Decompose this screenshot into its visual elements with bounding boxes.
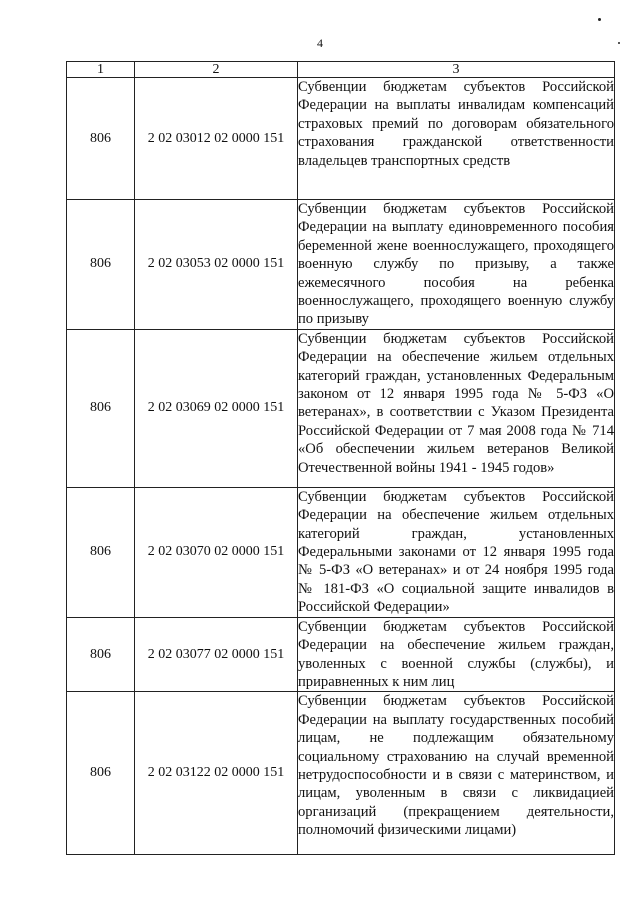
page-number: 4: [317, 36, 323, 50]
budget-classification-code-cell: 2 02 03053 02 0000 151: [135, 200, 298, 330]
description-cell: Субвенции бюджетам субъектов Российской Федерации на обеспечение жильем отдельных категорий граждан, установленных Федеральными законами от 12 января 1995 года № 5-ФЗ «О ветеранах» и от 24 ноября 1995 года № 181-ФЗ «О социальной защите инвалидов в Российской Федерации»: [298, 488, 614, 616]
table-row: [67, 617, 615, 692]
admin-code-cell: 806: [67, 329, 135, 487]
admin-code-cell: 806: [67, 617, 135, 692]
description-cell: Субвенции бюджетам субъектов Российской Федерации на выплаты инвалидам компенсаций страховых премий по договорам обязательного страхования гражданской ответственности владельцев транспортных средств: [298, 78, 615, 200]
budget-classification-code-cell: 2 02 03077 02 0000 151: [135, 617, 298, 692]
budget-classification-code-cell: 2 02 03122 02 0000 151: [135, 692, 298, 855]
budget-revenue-table: [66, 61, 615, 855]
budget-classification-code-cell: 2 02 03012 02 0000 151: [135, 78, 298, 200]
budget-classification-code-cell: 2 02 03069 02 0000 151: [135, 329, 298, 487]
column-header-3: 3: [298, 62, 615, 78]
description-cell: Субвенции бюджетам субъектов Российской Федерации на выплату единовременного пособия беременной жене военнослужащего, проходящего военную службу по призыву, а также ежемесячного пособия на ребенка военнослужащего, проходящего военную службу по призыву: [298, 201, 614, 328]
scan-speck: [618, 42, 620, 44]
table-row: [67, 200, 615, 330]
admin-code-cell: 806: [67, 200, 135, 330]
table-row: [67, 692, 615, 855]
table-row: [67, 329, 615, 487]
column-header-1: 1: [67, 62, 135, 78]
description-cell: Субвенции бюджетам субъектов Российской Федерации на обеспечение жильем граждан, уволенных с военной службы (службы), и приравненных к ним лиц: [298, 618, 614, 690]
table-row: [67, 487, 615, 617]
admin-code-cell: 806: [67, 692, 135, 855]
scan-speck: [598, 18, 601, 21]
admin-code-cell: 806: [67, 487, 135, 617]
budget-classification-code-cell: 2 02 03070 02 0000 151: [135, 487, 298, 617]
column-header-2: 2: [135, 62, 298, 78]
table-header-row: [67, 62, 615, 78]
admin-code-cell: 806: [67, 78, 135, 200]
table-row: [67, 78, 615, 200]
description-cell: Субвенции бюджетам субъектов Российской Федерации на обеспечение жильем отдельных категорий граждан, установленных Федеральным законом от 12 января 1995 года № 5-ФЗ «О ветеранах», в соответствии с Указом Президента Российской Федерации от 7 мая 2008 года № 714 «Об обеспечении жильем ветеранов Великой Отечественной войны 1941 - 1945 годов»: [298, 329, 615, 487]
description-cell: Субвенции бюджетам субъектов Российской Федерации на выплату государственных пособий лицам, не подлежащим обязательному социальному страхованию на случай временной нетрудоспособности и в связи с материнством, и лицам, уволенным в связи с ликвидацией организаций (прекращением деятельности, полномочий физическими лицами): [298, 692, 615, 855]
